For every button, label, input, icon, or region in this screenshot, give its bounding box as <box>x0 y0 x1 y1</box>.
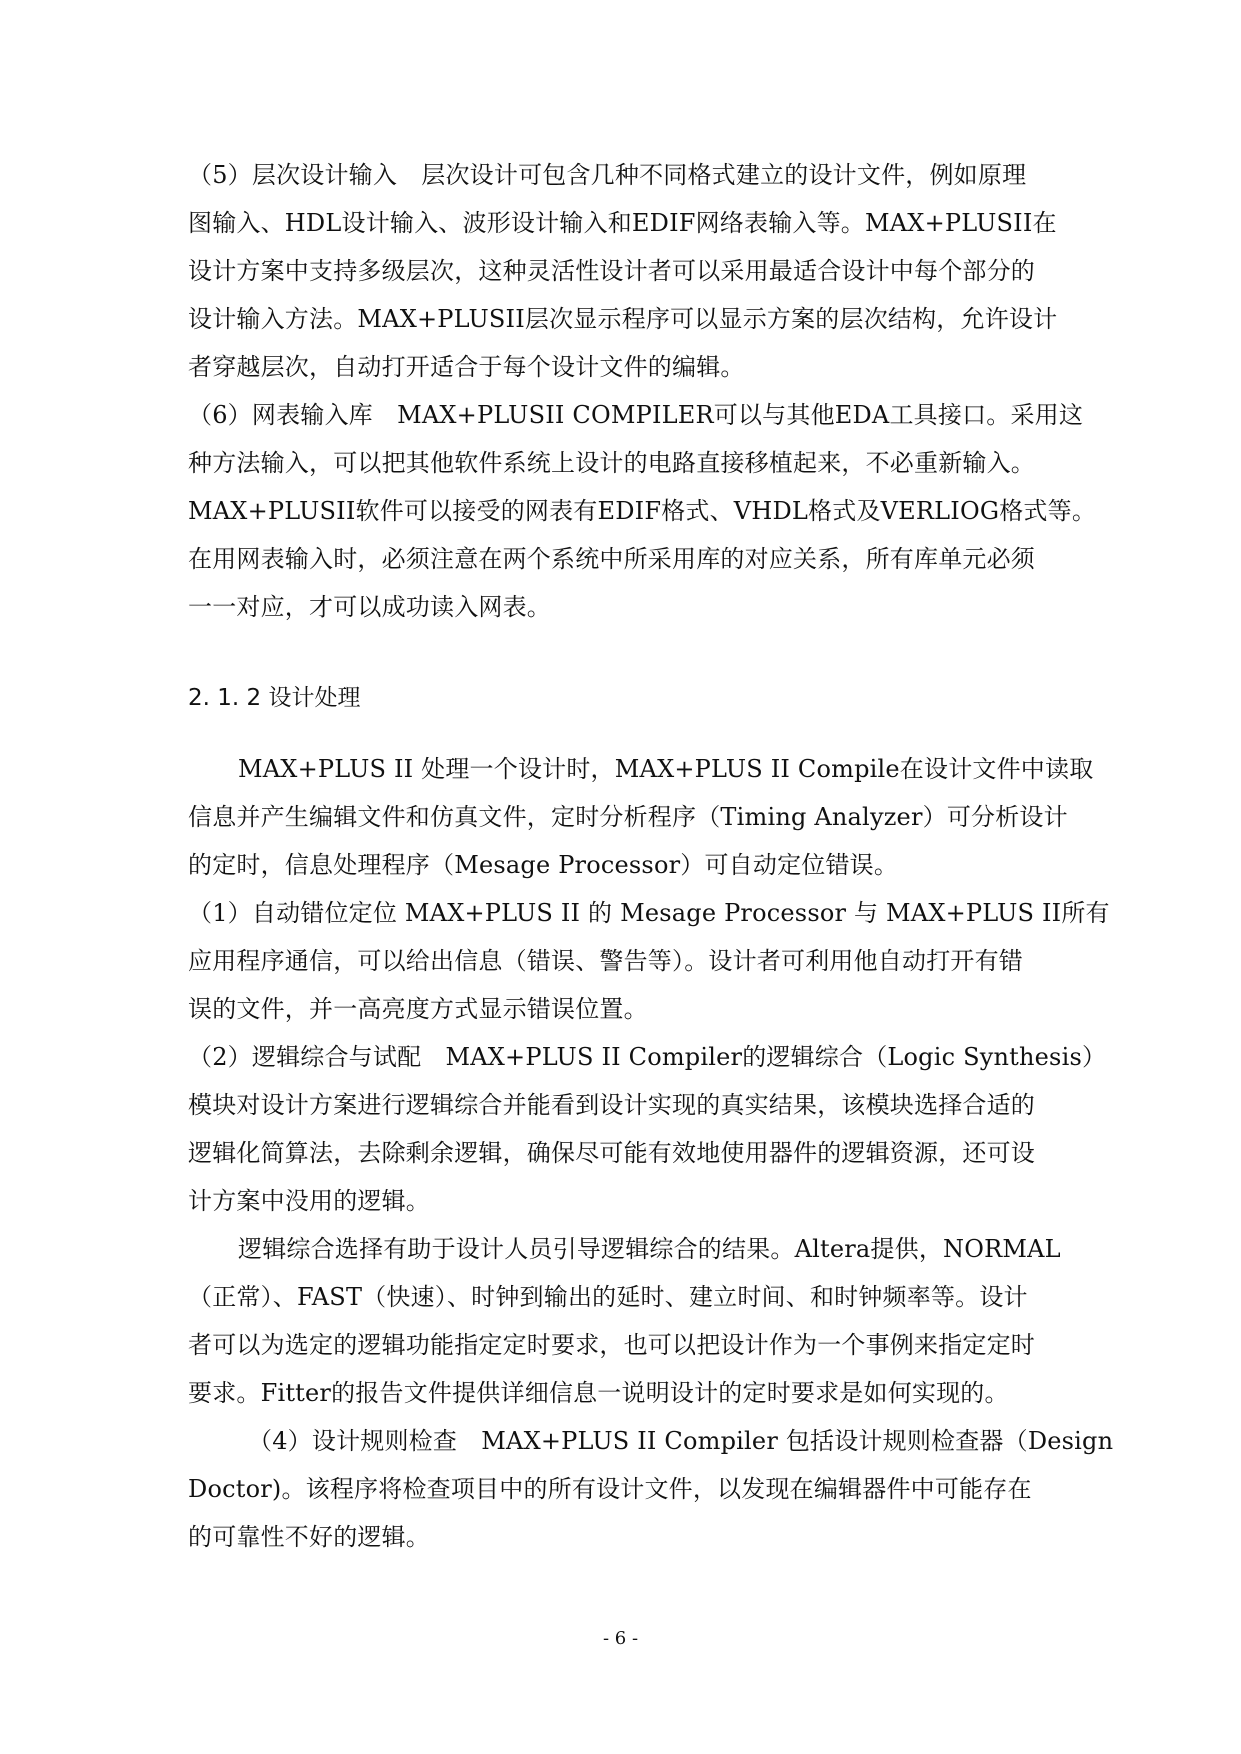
page-number: - 6 - <box>602 1628 639 1649</box>
paragraph-line: Doctor)。该程序将检查项目中的所有设计文件，以发现在编辑器件中可能存在 <box>188 1475 1032 1503</box>
paragraph-line: 的可靠性不好的逻辑。 <box>188 1523 430 1551</box>
paragraph-line: 设计方案中支持多级层次，这种灵活性设计者可以采用最适合设计中每个部分的 <box>188 257 1035 285</box>
paragraph-line: 种方法输入，可以把其他软件系统上设计的电路直接移植起来，不必重新输入。 <box>188 449 1035 477</box>
paragraph-line: 设计输入方法。MAX+PLUSII层次显示程序可以显示方案的层次结构，允许设计 <box>188 305 1058 333</box>
paragraph-line: 在用网表输入时，必须注意在两个系统中所采用库的对应关系，所有库单元必须 <box>188 545 1035 573</box>
paragraph-line: 逻辑化简算法，去除剩余逻辑，确保尽可能有效地使用器件的逻辑资源，还可设 <box>188 1139 1035 1167</box>
paragraph-line: MAX+PLUSII软件可以接受的网表有EDIF格式、VHDL格式及VERLIOG格式等。 <box>188 497 1097 525</box>
paragraph-line: （1）自动错位定位 MAX+PLUS II 的 Mesage Processor 与 MAX+PLUS II所有 <box>188 899 1110 927</box>
paragraph-line: （5）层次设计输入 层次设计可包含几种不同格式建立的设计文件，例如原理 <box>188 161 1027 189</box>
paragraph-line: 信息并产生编辑文件和仿真文件，定时分析程序（Timing Analyzer）可分析设计 <box>188 803 1068 831</box>
paragraph-line: 的定时，信息处理程序（Mesage Processor）可自动定位错误。 <box>188 851 899 879</box>
paragraph-line: （6）网表输入库 MAX+PLUSII COMPILER可以与其他EDA工具接口。采用这 <box>188 401 1084 429</box>
section-heading: 2. 1. 2 设计处理 <box>188 685 361 711</box>
paragraph-line: 应用程序通信，可以给出信息（错误、警告等）。设计者可利用他自动打开有错 <box>188 947 1023 975</box>
paragraph-line: 模块对设计方案进行逻辑综合并能看到设计实现的真实结果，该模块选择合适的 <box>188 1091 1035 1119</box>
paragraph-line: 计方案中没用的逻辑。 <box>188 1187 430 1215</box>
paragraph-line: 逻辑综合选择有助于设计人员引导逻辑综合的结果。Altera提供，NORMAL <box>238 1235 1061 1263</box>
paragraph-line: （4）设计规则检查 MAX+PLUS II Compiler 包括设计规则检查器（Design <box>248 1427 1114 1455</box>
paragraph-line: 一一对应，才可以成功读入网表。 <box>188 593 551 621</box>
paragraph-line: MAX+PLUS II 处理一个设计时，MAX+PLUS II Compile在设计文件中读取 <box>238 755 1094 783</box>
paragraph-line: 要求。Fitter的报告文件提供详细信息一说明设计的定时要求是如何实现的。 <box>188 1379 1009 1407</box>
paragraph-line: 误的文件，并一高亮度方式显示错误位置。 <box>188 995 648 1023</box>
paragraph-line: 图输入、HDL设计输入、波形设计输入和EDIF网络表输入等。MAX+PLUSII在 <box>188 209 1057 237</box>
paragraph-line: （正常）、FAST（快速）、时钟到输出的延时、建立时间、和时钟频率等。设计 <box>188 1283 1028 1311</box>
paragraph-line: （2）逻辑综合与试配 MAX+PLUS II Compiler的逻辑综合（Logic Synthesis） <box>188 1043 1107 1071</box>
paragraph-line: 者穿越层次，自动打开适合于每个设计文件的编辑。 <box>188 353 745 381</box>
paragraph-line: 者可以为选定的逻辑功能指定定时要求，也可以把设计作为一个事例来指定定时 <box>188 1331 1035 1359</box>
